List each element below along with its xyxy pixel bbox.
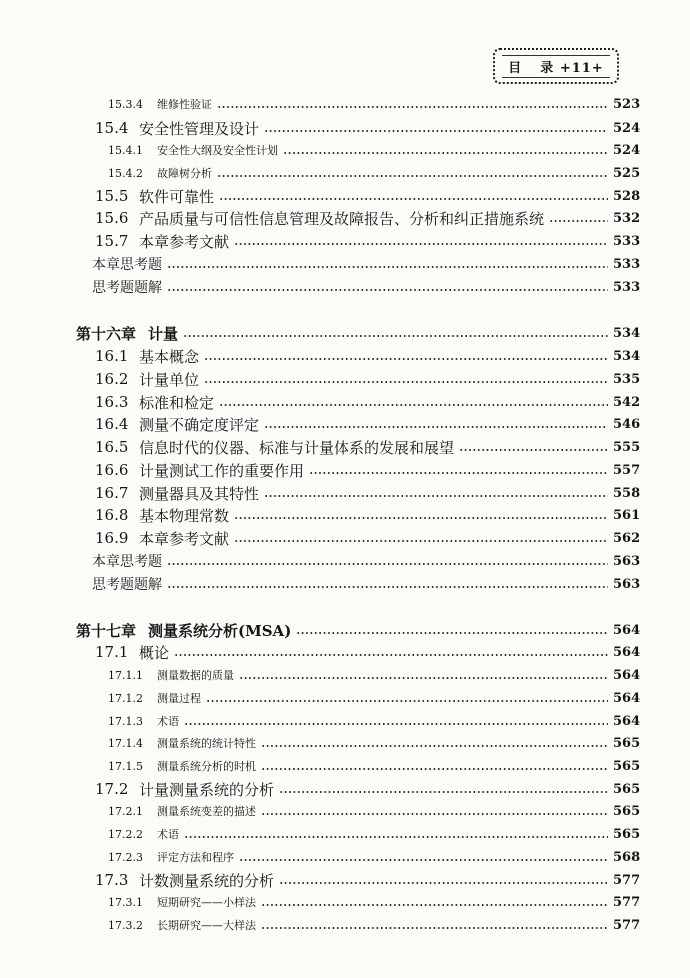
toc-entry-number: 16.3 [95, 393, 129, 411]
toc-entry-number: 15.4.1 [108, 143, 143, 157]
toc-entry-number: 17.1.5 [108, 759, 143, 773]
toc-entry-page: 525 [613, 165, 641, 181]
toc-entry-title: 维修性验证 [157, 98, 212, 111]
toc-entry [95, 459, 641, 481]
leader-dots [219, 198, 608, 200]
leader-dots [309, 472, 608, 474]
leader-dots [279, 791, 608, 793]
toc-entry-number: 16.7 [95, 484, 129, 502]
toc-entry [108, 139, 641, 161]
toc-entry [108, 687, 641, 709]
leader-dots [217, 175, 608, 177]
toc-entry-page: 577 [613, 872, 641, 888]
toc-entry-page: 524 [613, 142, 641, 158]
leader-dots [219, 404, 608, 406]
toc-entry-page: 565 [613, 758, 641, 774]
toc-chapter-entry [76, 619, 641, 641]
toc-entry-title: 思考题题解 [92, 577, 162, 593]
toc-entry [108, 891, 641, 913]
toc-entry-title: 术语 [157, 828, 179, 841]
toc-entry [108, 162, 641, 184]
toc-entry-number: 16.4 [95, 415, 129, 433]
toc-entry-title: 测量系统变差的描述 [157, 805, 256, 818]
toc-entry-number: 第十七章 [76, 621, 137, 640]
toc-entry-title: 产品质量与可信性信息管理及故障报告、分析和纠正措施系统 [139, 209, 545, 228]
toc-entry-title: 计数测量系统的分析 [139, 871, 275, 890]
toc-entry [92, 253, 641, 275]
toc-entry-title: 评定方法和程序 [157, 851, 234, 864]
toc-entry-page: 557 [613, 462, 641, 478]
toc-entry [95, 345, 641, 367]
toc-entry-title: 测量不确定度评定 [139, 415, 260, 434]
toc-entry-page: 558 [613, 485, 641, 501]
toc-entry-number: 16.8 [95, 506, 129, 524]
toc-entry-page: 563 [613, 553, 641, 569]
toc-entry [108, 732, 641, 754]
toc-entry-title: 计量测试工作的重要作用 [139, 461, 305, 480]
header-page-number: +11+ [559, 60, 604, 76]
leader-dots [183, 335, 608, 337]
toc-entry-number: 17.1.3 [108, 714, 143, 728]
toc-entry-page: 523 [613, 96, 641, 112]
toc-entry-number: 16.6 [95, 461, 129, 479]
toc-entry [108, 914, 641, 936]
toc-entry-title: 软件可靠性 [139, 187, 215, 206]
toc-entry-number: 第十六章 [76, 324, 137, 343]
toc-entry-number: 17.1.1 [108, 668, 143, 682]
toc-entry [95, 391, 641, 413]
leader-dots [234, 517, 608, 519]
toc-entry-number: 17.3 [95, 871, 129, 889]
toc-entry-title: 计量测量系统的分析 [139, 780, 275, 799]
toc-entry-page: 561 [613, 507, 641, 523]
toc-entry-title: 计量 [148, 324, 179, 343]
toc-entry [95, 230, 641, 252]
leader-dots [184, 723, 608, 725]
toc-entry [95, 778, 641, 800]
leader-dots [296, 632, 608, 634]
toc-entry-title: 本章参考文献 [139, 529, 230, 548]
toc-entry-title: 本章参考文献 [139, 232, 230, 251]
leader-dots [184, 836, 608, 838]
toc-entry [95, 117, 641, 139]
toc-entry-title: 本章思考题 [92, 554, 162, 570]
leader-dots [459, 449, 608, 451]
toc-entry-title: 测量系统分析的时机 [157, 760, 256, 773]
leader-dots [234, 243, 608, 245]
toc-entry-title: 思考题题解 [92, 280, 162, 296]
toc-entry [95, 527, 641, 549]
toc-entry [95, 436, 641, 458]
leader-dots [261, 745, 608, 747]
leader-dots [261, 813, 608, 815]
leader-dots [264, 130, 608, 132]
toc-entry [92, 550, 641, 572]
toc-entry [108, 710, 641, 732]
toc-entry-title: 术语 [157, 715, 179, 728]
toc-entry-page: 577 [613, 894, 641, 910]
leader-dots [261, 904, 608, 906]
toc-entry-page: 565 [613, 803, 641, 819]
toc-entry-number: 17.2.3 [108, 850, 143, 864]
toc-entry-page: 563 [613, 576, 641, 592]
toc-entry-title: 安全性管理及设计 [139, 119, 260, 138]
leader-dots [167, 266, 608, 268]
toc-entry-page: 564 [613, 622, 641, 638]
toc-entry-title: 故障树分析 [157, 167, 212, 180]
leader-dots [261, 927, 608, 929]
toc-entry-title: 标准和检定 [139, 393, 215, 412]
leader-dots [239, 859, 608, 861]
toc-entry-page: 532 [613, 210, 641, 226]
toc-entry-number: 15.4 [95, 119, 129, 137]
toc-entry-title: 测量系统分析(MSA) [148, 621, 292, 640]
toc-entry-number: 17.3.1 [108, 895, 143, 909]
toc-entry [95, 185, 641, 207]
toc-entry-page: 577 [613, 917, 641, 933]
toc-entry [95, 368, 641, 390]
toc-entry-number: 15.6 [95, 209, 129, 227]
toc-entry [108, 823, 641, 845]
toc-entry-title: 测量数据的质量 [157, 669, 234, 682]
toc-entry-number: 17.3.2 [108, 918, 143, 932]
leader-dots [174, 654, 608, 656]
toc-entry-title: 基本物理常数 [139, 506, 230, 525]
toc-entry-page: 534 [613, 325, 641, 341]
toc-entry [108, 800, 641, 822]
header-label-mu: 目 [508, 60, 523, 76]
leader-dots [167, 563, 608, 565]
toc-entry-number: 17.1 [95, 643, 129, 661]
toc-entry-page: 564 [613, 667, 641, 683]
toc-entry-title: 短期研究——小样法 [157, 896, 256, 909]
toc-entry-page: 565 [613, 735, 641, 751]
toc-entry [108, 664, 641, 686]
toc-entry-number: 15.7 [95, 232, 129, 250]
leader-dots [264, 495, 608, 497]
toc-entry [95, 482, 641, 504]
toc-entry-page: 533 [613, 233, 641, 249]
toc-entry-title: 本章思考题 [92, 257, 162, 273]
toc-entry-number: 16.5 [95, 438, 129, 456]
toc-entry-page: 564 [613, 690, 641, 706]
toc-entry-page: 534 [613, 348, 641, 364]
leader-dots [204, 358, 608, 360]
toc-entry-number: 17.1.2 [108, 691, 143, 705]
toc-entry [95, 413, 641, 435]
toc-chapter-entry [76, 322, 641, 344]
toc-entry-title: 安全性大纲及安全性计划 [157, 144, 278, 157]
toc-entry-page: 546 [613, 416, 641, 432]
leader-dots [217, 106, 608, 108]
toc-entry-number: 17.1.4 [108, 736, 143, 750]
leader-dots [234, 540, 608, 542]
toc-entry-title: 长期研究——大样法 [157, 919, 256, 932]
toc-entry-title: 概论 [139, 643, 170, 662]
toc-entry [95, 641, 641, 663]
toc-entry-page: 542 [613, 394, 641, 410]
toc-entry [95, 504, 641, 526]
toc-entry-title: 测量器具及其特性 [139, 484, 260, 503]
toc-entry-page: 565 [613, 781, 641, 797]
toc-entry-page: 533 [613, 279, 641, 295]
toc-entry-title: 计量单位 [139, 370, 200, 389]
leader-dots [167, 586, 608, 588]
toc-entry-page: 568 [613, 849, 641, 865]
leader-dots [549, 220, 608, 222]
toc-entry [108, 755, 641, 777]
toc-entry-page: 535 [613, 371, 641, 387]
toc-entry-number: 16.2 [95, 370, 129, 388]
toc-entry-number: 17.2.1 [108, 804, 143, 818]
toc-entry [95, 207, 641, 229]
toc-entry-title: 信息时代的仪器、标准与计量体系的发展和展望 [139, 438, 455, 457]
leader-dots [261, 768, 608, 770]
toc-entry-title: 测量系统的统计特性 [157, 737, 256, 750]
toc-entry-number: 15.5 [95, 187, 129, 205]
toc-entry [92, 276, 641, 298]
toc-entry [95, 869, 641, 891]
toc-entry-page: 524 [613, 120, 641, 136]
leader-dots [283, 152, 608, 154]
toc-entry-page: 565 [613, 826, 641, 842]
toc-entry-title: 基本概念 [139, 347, 200, 366]
toc-entry-title: 测量过程 [157, 692, 201, 705]
leader-dots [239, 677, 608, 679]
header-label-lu: 录 [540, 60, 555, 76]
toc-entry [108, 93, 641, 115]
leader-dots [167, 289, 608, 291]
toc-entry [108, 846, 641, 868]
toc-entry-page: 562 [613, 530, 641, 546]
toc-entry [92, 573, 641, 595]
toc-entry-number: 16.1 [95, 347, 129, 365]
toc-entry-number: 17.2 [95, 780, 129, 798]
toc-entry-page: 533 [613, 256, 641, 272]
toc-entry-number: 15.4.2 [108, 166, 143, 180]
leader-dots [206, 700, 608, 702]
toc-entry-page: 528 [613, 188, 641, 204]
leader-dots [279, 882, 608, 884]
toc-entry-number: 15.3.4 [108, 97, 143, 111]
leader-dots [204, 381, 608, 383]
toc-entry-page: 564 [613, 644, 641, 660]
leader-dots [264, 426, 608, 428]
toc-entry-number: 17.2.2 [108, 827, 143, 841]
toc-entry-page: 564 [613, 713, 641, 729]
toc-entry-page: 555 [613, 439, 641, 455]
toc-entry-number: 16.9 [95, 529, 129, 547]
